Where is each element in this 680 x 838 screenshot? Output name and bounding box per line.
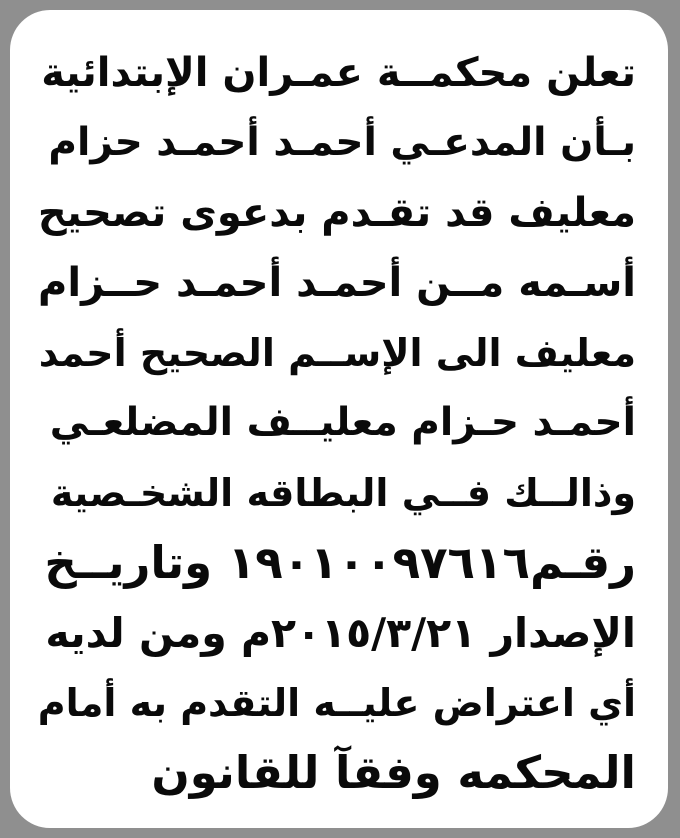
notice-body — [36, 38, 636, 808]
notice-line: الإصدار ٢٠١٥/٣/٢١م ومن لديه — [45, 609, 636, 657]
notice-line: أي اعتراض عليــه التقدم به أمام — [37, 681, 636, 725]
notice-line: وذالــك فــي البطاقه الشخـصية — [50, 471, 636, 515]
notice-card — [10, 10, 668, 828]
notice-line: أسـمه مــن أحمـد أحمـد حــزام — [38, 260, 636, 306]
notice-line: معليف الى الإســم الصحيح أحمد — [38, 331, 636, 375]
notice-line: تعلن محكمــة عمـران الإبتدائية — [41, 50, 636, 96]
notice-line: المحكمه وفقآ للقانون — [151, 746, 636, 799]
notice-line: رقـم١٩٠١٠٠٩٧٦١٦ وتاريــخ — [44, 536, 636, 589]
notice-line: أحمـد حـزام معليــف المضلعـي — [49, 400, 636, 445]
notice-line: بـأن المدعـي أحمـد أحمـد حزام — [48, 120, 636, 165]
notice-line: معليف قد تقـدم بدعوى تصحيح — [37, 190, 636, 236]
